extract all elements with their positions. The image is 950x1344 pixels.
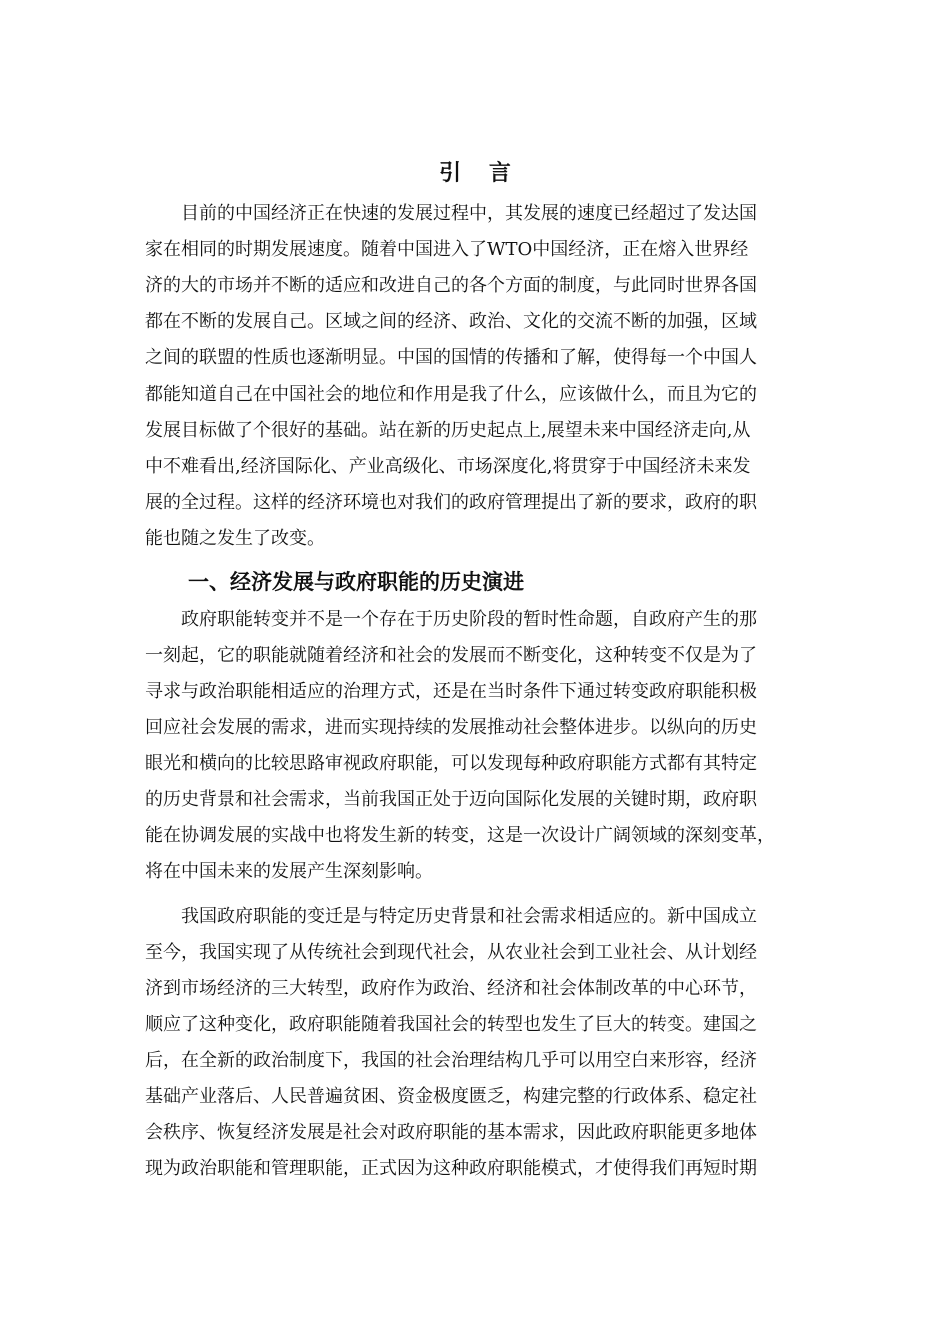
intro-line: 发展目标做了个很好的基础。站在新的历史起点上,展望未来中国经济走向,从 xyxy=(145,420,751,441)
paragraph-line: 至今，我国实现了从传统社会到现代社会，从农业社会到工业社会、从计划经 xyxy=(145,942,757,963)
paragraph-line: 我国政府职能的变迁是与特定历史背景和社会需求相适应的。新中国成立 xyxy=(181,906,757,927)
paragraph-line: 顺应了这种变化，政府职能随着我国社会的转型也发生了巨大的转变。建国之 xyxy=(145,1014,757,1035)
paragraph-line: 将在中国未来的发展产生深刻影响。 xyxy=(145,861,433,882)
paragraph-line: 的历史背景和社会需求，当前我国正处于迈向国际化发展的关键时期，政府职 xyxy=(145,789,757,810)
paragraph-line: 后，在全新的政治制度下，我国的社会治理结构几乎可以用空白来形容，经济 xyxy=(145,1050,757,1071)
intro-line: 展的全过程。这样的经济环境也对我们的政府管理提出了新的要求，政府的职 xyxy=(145,492,757,513)
paragraph-line: 基础产业落后、人民普遍贫困、资金极度匮乏，构建完整的行政体系、稳定社 xyxy=(145,1086,757,1107)
paragraph-line: 济到市场经济的三大转型，政府作为政治、经济和社会体制改革的中心环节， xyxy=(145,978,757,999)
intro-line: 能也随之发生了改变。 xyxy=(145,528,325,549)
paragraph-line: 现为政治职能和管理职能，正式因为这种政府职能模式，才使得我们再短时期 xyxy=(145,1158,757,1179)
intro-line: 济的大的市场并不断的适应和改进自己的各个方面的制度，与此同时世界各国 xyxy=(145,275,757,296)
paragraph-line: 眼光和横向的比较思路审视政府职能，可以发现每种政府职能方式都有其特定 xyxy=(145,753,757,774)
paragraph-line: 寻求与政治职能相适应的治理方式，还是在当时条件下通过转变政府职能积极 xyxy=(145,681,757,702)
paragraph-line: 一刻起，它的职能就随着经济和社会的发展而不断变化，这种转变不仅是为了 xyxy=(145,645,757,666)
intro-line: 之间的联盟的性质也逐渐明显。中国的国情的传播和了解，使得每一个中国人 xyxy=(145,347,757,368)
paragraph-line: 回应社会发展的需求，进而实现持续的发展推动社会整体进步。以纵向的历史 xyxy=(145,717,757,738)
intro-line: 家在相同的时期发展速度。随着中国进入了WTO中国经济，正在熔入世界经 xyxy=(145,239,749,260)
paragraph-line: 会秩序、恢复经济发展是社会对政府职能的基本需求，因此政府职能更多地体 xyxy=(145,1122,757,1143)
section-heading: 一、经济发展与政府职能的历史演进 xyxy=(188,569,524,594)
page-title: 引 言 xyxy=(439,160,521,186)
intro-line: 都能知道自己在中国社会的地位和作用是我了什么，应该做什么，而且为它的 xyxy=(145,384,757,405)
intro-line: 中不难看出,经济国际化、产业高级化、市场深度化,将贯穿于中国经济未来发 xyxy=(145,456,751,477)
paragraph-line: 能在协调发展的实战中也将发生新的转变，这是一次设计广阔领域的深刻变革， xyxy=(145,825,775,846)
intro-line: 目前的中国经济正在快速的发展过程中，其发展的速度已经超过了发达国 xyxy=(181,203,757,224)
intro-line: 都在不断的发展自己。区域之间的经济、政治、文化的交流不断的加强，区域 xyxy=(145,311,757,332)
paragraph-line: 政府职能转变并不是一个存在于历史阶段的暂时性命题，自政府产生的那 xyxy=(181,609,757,630)
